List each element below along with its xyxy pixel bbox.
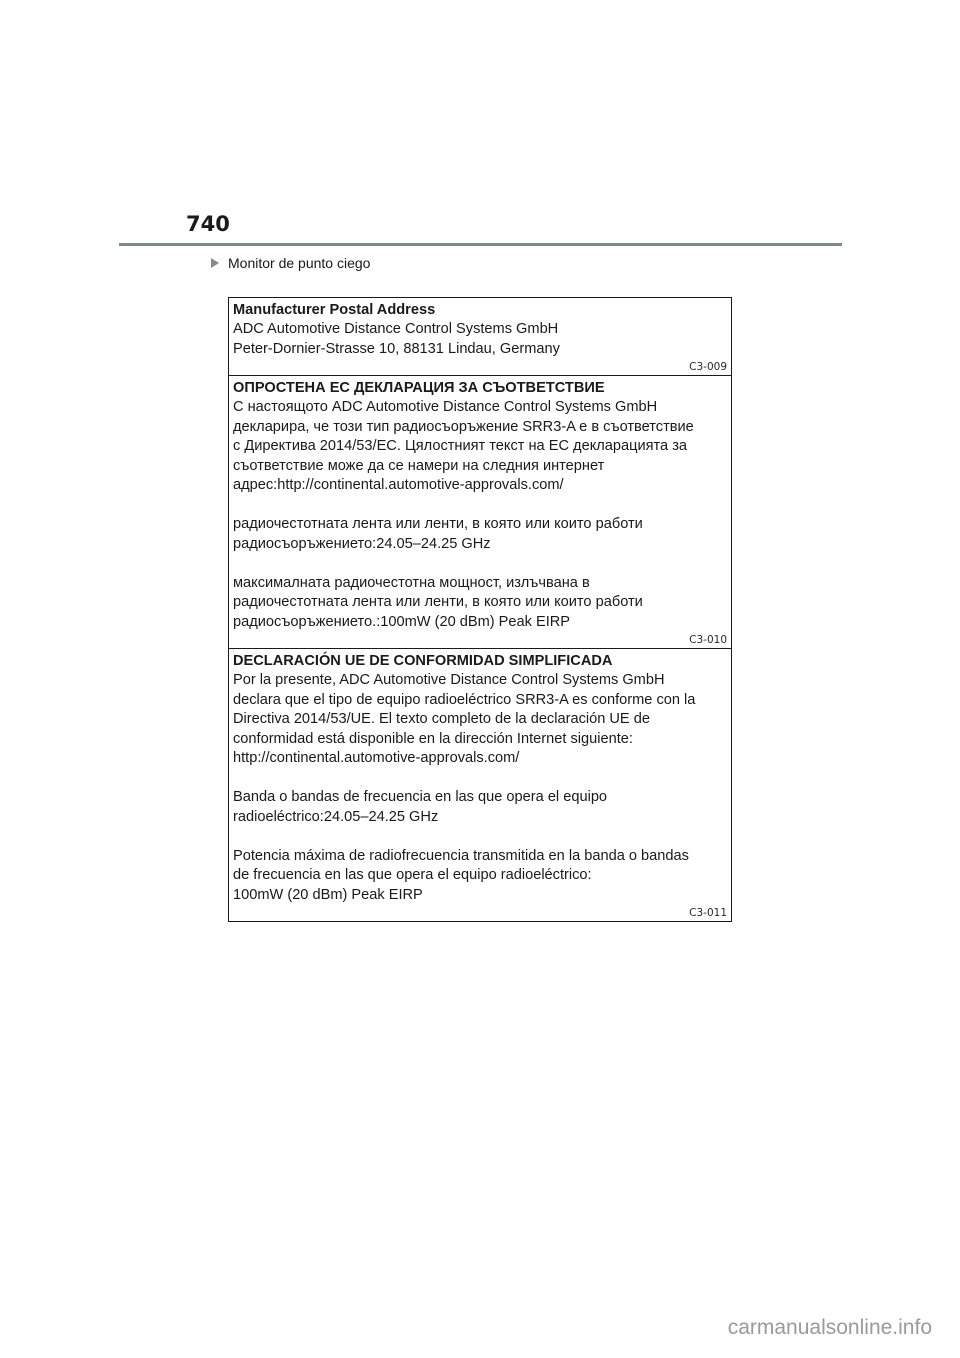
paragraph: Banda o bandas de frecuencia en las que opera el equipo radioeléctrico:24.05–24.25 GHz — [233, 789, 608, 825]
paragraph: С настоящото ADC Automotive Distance Control Systems GmbH декларира, че този тип радиосъоръжение SRR3-A е в съответствие с Директива 2014/53/ЕС. Цялостният текст на ЕС декларацията за съответствие може да се намери на следния интернет адрес:http://continental.automotive-approvals.com/ — [233, 399, 694, 493]
paragraph: Potencia máxima de radiofrecuencia transmitida en la banda o bandas de frecuencia en las que opera el equipo radioeléctrico: 100mW (20 dBm) Peak EIRP — [233, 847, 689, 903]
label-section-bulgarian — [229, 375, 731, 648]
regulatory-label-box — [228, 297, 732, 922]
section-heading-text: Monitor de punto ciego — [228, 255, 371, 271]
section-title: Manufacturer Postal Address — [233, 302, 436, 318]
header-divider — [119, 243, 842, 246]
triangle-right-icon — [211, 258, 219, 268]
paragraph: радиочестотната лента или ленти, в която или които работи радиосъоръжението:24.05–24.25 GHz — [233, 516, 643, 552]
paragraph: максималната радиочестотна мощност, излъчвана в радиочестотната лента или ленти, в която или които работи радиосъоръжението.:100mW (20 dBm) Peak EIRP — [233, 574, 643, 630]
label-section-manufacturer — [229, 298, 731, 375]
label-code: C3-010 — [689, 634, 727, 646]
section-title: DECLARACIÓN UE DE CONFORMIDAD SIMPLIFICADA — [233, 653, 613, 669]
page-number: 740 — [186, 212, 230, 236]
label-code: C3-009 — [689, 361, 727, 373]
section-heading — [211, 255, 370, 271]
section-title: ОПРОСТЕНА ЕС ДЕКЛАРАЦИЯ ЗА СЪОТВЕТСТВИЕ — [233, 380, 605, 396]
paragraph: Por la presente, ADC Automotive Distance Control Systems GmbH declara que el tipo de equipo radioeléctrico SRR3-A es conforme con la Directiva 2014/53/UE. El texto completo de la declaración UE de conformidad está disponible en la dirección Internet siguiente: http://continental.automotive-approvals.com/ — [233, 672, 696, 766]
footer-watermark: carmanualsonline.info — [727, 1316, 932, 1339]
paragraph: ADC Automotive Distance Control Systems GmbH Peter-Dornier-Strasse 10, 88131 Lindau, Germany — [233, 321, 560, 357]
label-code: C3-011 — [689, 907, 727, 919]
label-section-spanish — [229, 648, 731, 921]
